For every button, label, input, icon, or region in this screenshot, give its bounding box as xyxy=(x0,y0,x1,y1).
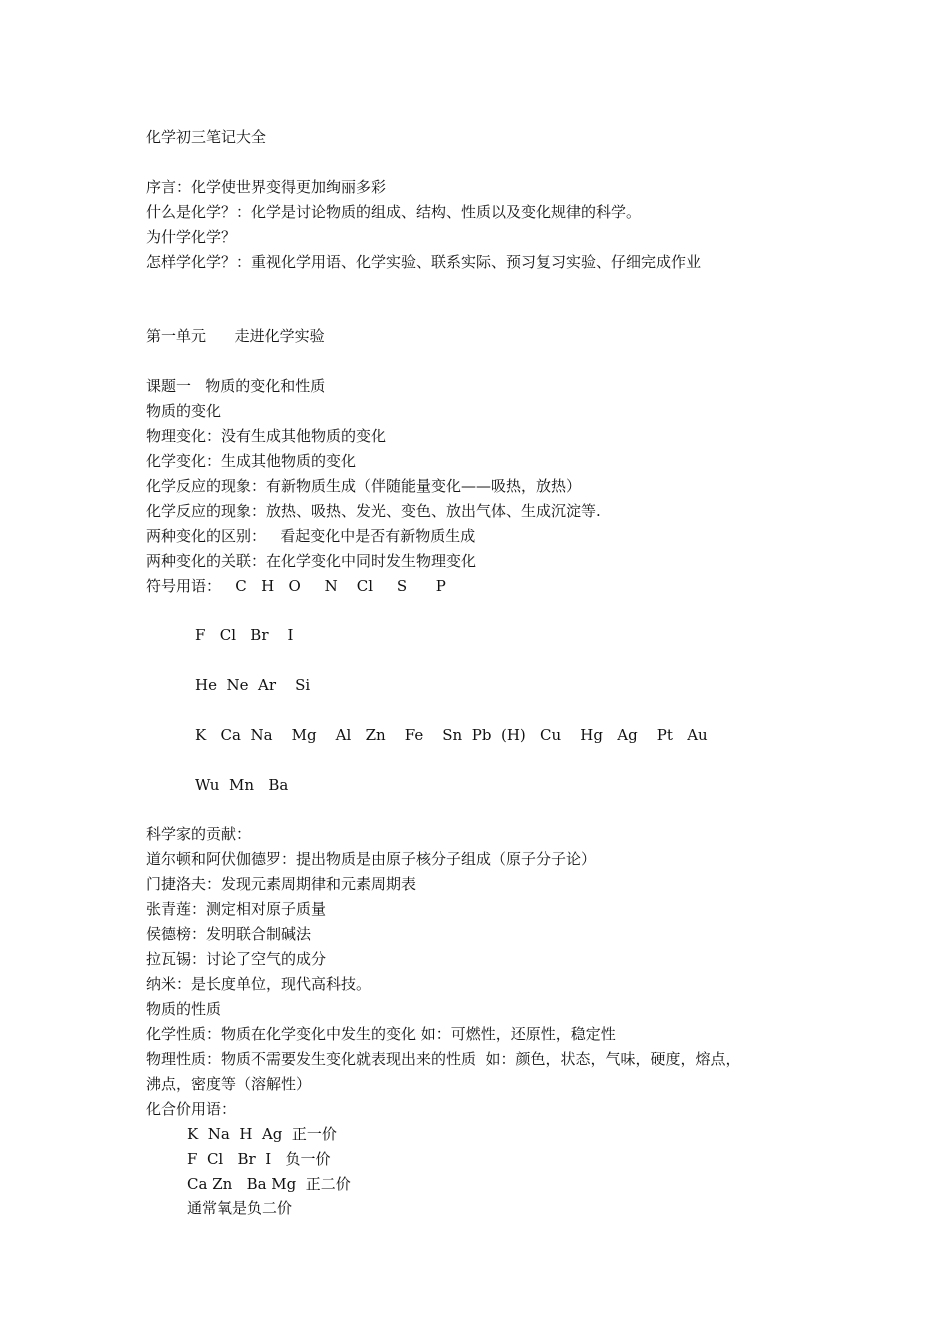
symbol-row: F Cl Br I xyxy=(195,626,294,644)
valence-line: K Na H Ag 正一价 xyxy=(187,1125,337,1143)
text-line: 化合价用语： xyxy=(146,1100,237,1118)
preface-line: 序言：化学使世界变得更加绚丽多彩 xyxy=(146,178,387,196)
valence-line: Ca Zn Ba Mg 正二价 xyxy=(187,1175,351,1193)
text-line: 化学性质：物质在化学变化中发生的变化 如：可燃性，还原性，稳定性 xyxy=(146,1025,616,1043)
text-line: 物理变化：没有生成其他物质的变化 xyxy=(146,427,387,445)
text-line: 道尔顿和阿伏伽德罗：提出物质是由原子核分子组成（原子分子论） xyxy=(146,850,597,868)
symbol-terms-line: 符号用语： C H O N Cl S P xyxy=(146,577,446,595)
preface-line: 怎样学化学？：重视化学用语、化学实验、联系实际、预习复习实验、仔细完成作业 xyxy=(146,253,702,271)
text-line: 张青莲：测定相对原子质量 xyxy=(146,900,327,918)
text-line: 化学反应的现象：有新物质生成（伴随能量变化——吸热，放热） xyxy=(146,477,582,495)
text-line: 科学家的贡献： xyxy=(146,825,252,843)
symbol-row: He Ne Ar Si xyxy=(195,676,311,694)
text-line: 化学变化：生成其他物质的变化 xyxy=(146,452,357,470)
unit-heading: 第一单元 走进化学实验 xyxy=(146,327,325,345)
text-line: 两种变化的区别： 看起变化中是否有新物质生成 xyxy=(146,527,476,545)
document-title: 化学初三笔记大全 xyxy=(146,128,267,146)
valence-line: F Cl Br I 负一价 xyxy=(187,1150,331,1168)
preface-line: 为什学化学？ xyxy=(146,228,237,246)
lesson-heading: 课题一 物质的变化和性质 xyxy=(146,377,326,395)
symbol-row: Wu Mn Ba xyxy=(195,776,289,794)
text-line: 门捷洛夫：发现元素周期律和元素周期表 xyxy=(146,875,417,893)
valence-line: 通常氧是负二价 xyxy=(187,1199,293,1217)
text-line: 沸点，密度等（溶解性） xyxy=(146,1075,312,1093)
text-line: 物质的性质 xyxy=(146,1000,222,1018)
text-line: 拉瓦锡：讨论了空气的成分 xyxy=(146,950,327,968)
text-line: 侯德榜：发明联合制碱法 xyxy=(146,925,312,943)
symbol-row: K Ca Na Mg Al Zn Fe Sn Pb (H) Cu Hg Ag Pt Au xyxy=(195,726,708,744)
text-line: 化学反应的现象：放热、吸热、发光、变色、放出气体、生成沉淀等. xyxy=(146,502,601,520)
text-line: 两种变化的关联：在化学变化中同时发生物理变化 xyxy=(146,552,477,570)
preface-line: 什么是化学？：化学是讨论物质的组成、结构、性质以及变化规律的科学。 xyxy=(146,203,642,221)
text-line: 物理性质：物质不需要发生变化就表现出来的性质 如：颜色，状态，气味，硬度，熔点， xyxy=(146,1050,741,1068)
text-line: 纳米：是长度单位，现代高科技。 xyxy=(146,975,372,993)
text-line: 物质的变化 xyxy=(146,402,222,420)
